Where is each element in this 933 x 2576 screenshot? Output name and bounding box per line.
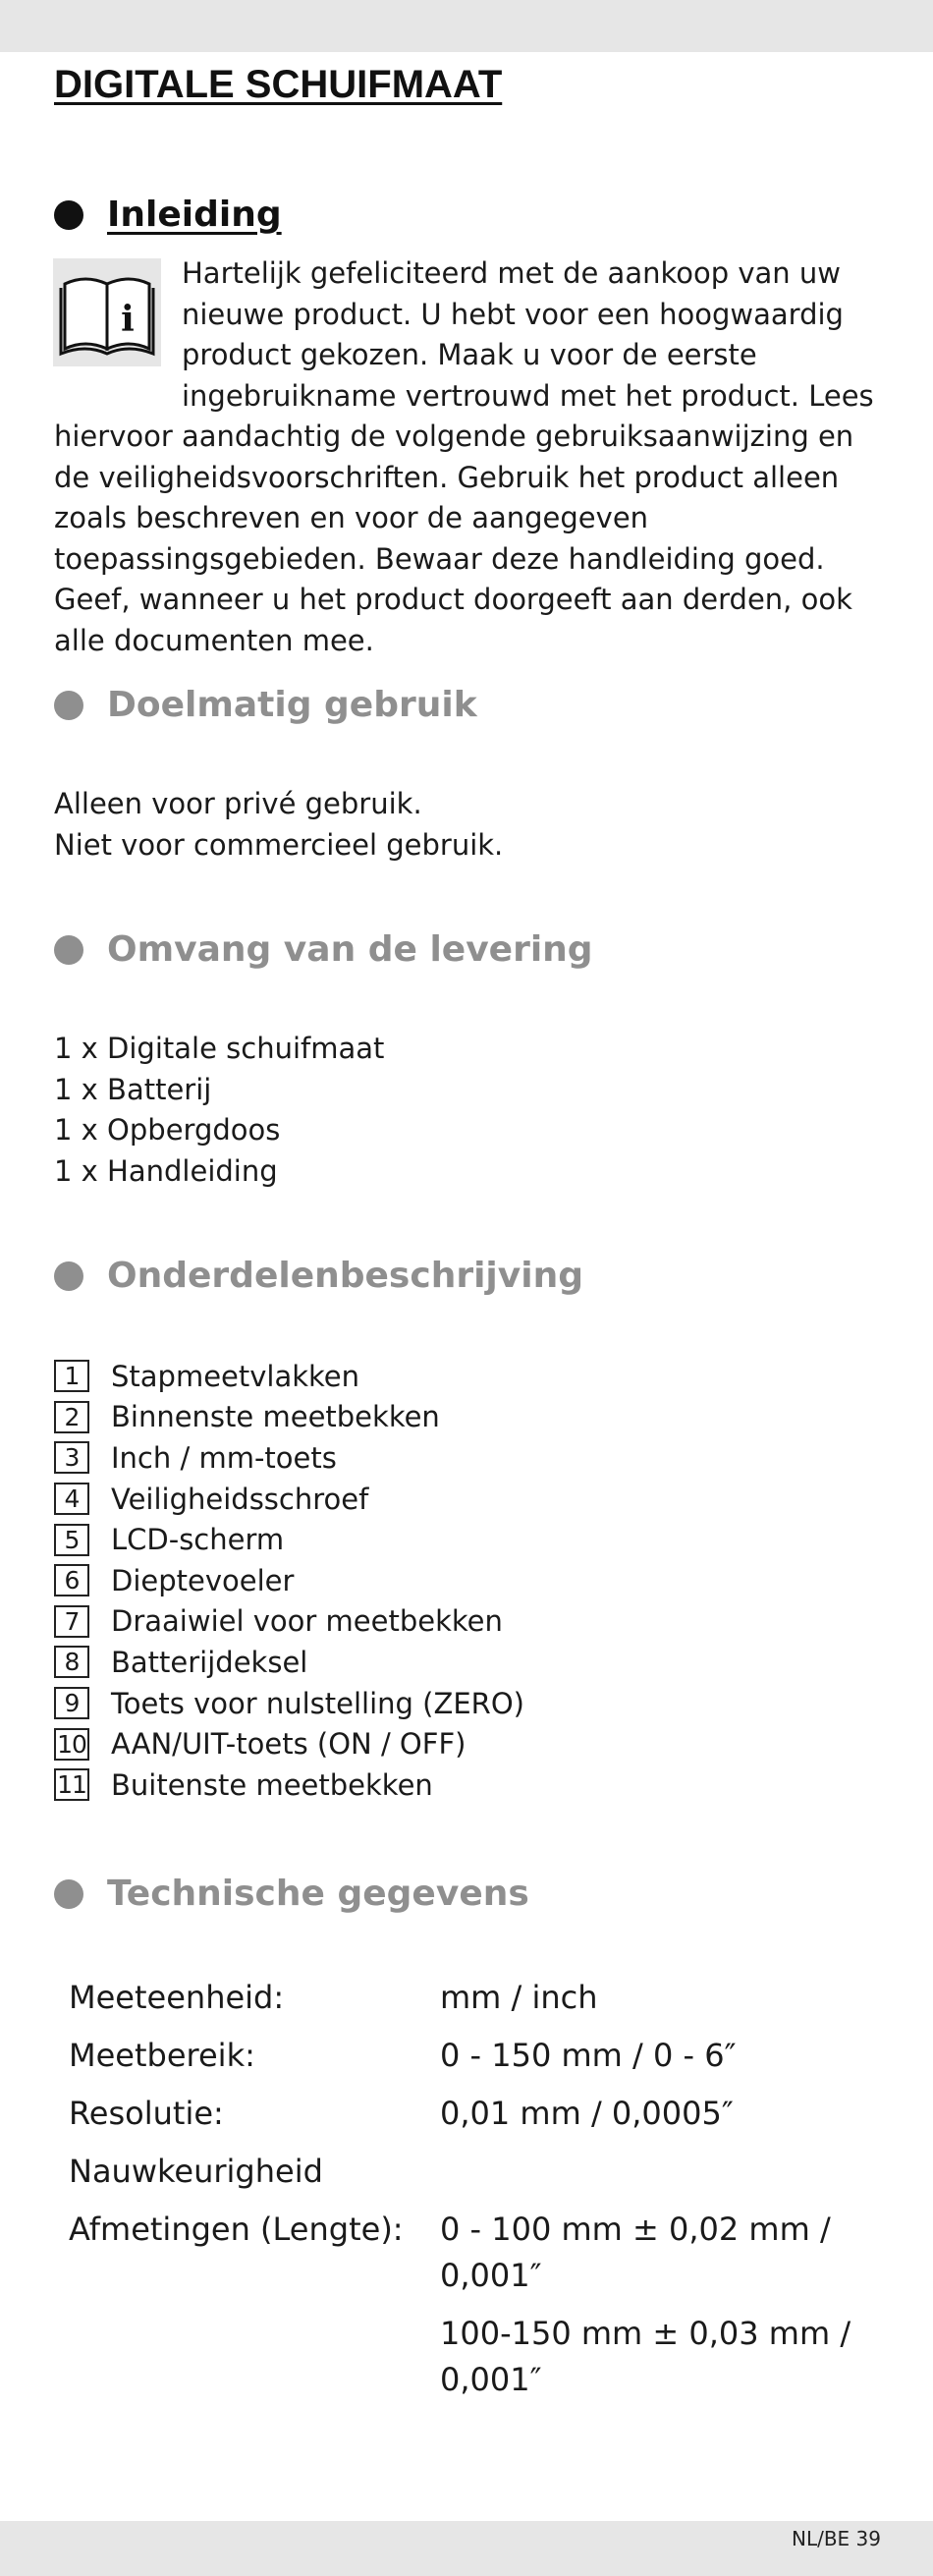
intended-use-line: Alleen voor privé gebruik. xyxy=(54,787,422,820)
section-heading-text: Technische gegevens xyxy=(107,1874,529,1914)
part-number-box: 6 xyxy=(54,1564,89,1596)
part-number-box: 4 xyxy=(54,1483,89,1515)
bullet-icon xyxy=(54,200,83,230)
part-label: Inch / mm-toets xyxy=(111,1440,337,1475)
list-item xyxy=(54,1437,524,1479)
parts-list xyxy=(54,1356,524,1806)
section-heading-intended-use xyxy=(54,685,477,725)
list-item xyxy=(54,1519,524,1560)
spec-row xyxy=(69,1975,874,2021)
intro-text: Hartelijk gefeliciteerd met de aankoop van uw nieuwe product. U hebt voor een hoogwaardig product gekozen. Maak u voor de eerste ingebruikname vertrouwd met het product. Lees hiervoor aandachtig de volgende gebruiksaanwijzing en de veiligheidsvoorschriften. Gebruik het product alleen zoals beschreven en voor de aangegeven toepassingsgebieden. Bewaar deze handleiding goed. Geef, wanneer u het product doorgeeft aan derden, ook alle documenten mee. xyxy=(54,256,874,657)
part-label: Toets voor nulstelling (ZERO) xyxy=(111,1686,524,1720)
bullet-icon xyxy=(54,935,83,965)
spec-value: 0 - 150 mm / 0 - 6″ xyxy=(440,2037,737,2074)
part-number-box: 10 xyxy=(54,1728,89,1761)
spec-row xyxy=(69,2311,874,2403)
section-heading-delivery xyxy=(54,929,593,970)
list-item xyxy=(54,1764,524,1806)
part-number-box: 2 xyxy=(54,1401,89,1433)
spec-row xyxy=(69,2207,874,2299)
section-heading-parts xyxy=(54,1256,583,1296)
part-number-box: 9 xyxy=(54,1687,89,1719)
list-item: 1 x Digitale schuifmaat xyxy=(54,1032,385,1065)
spec-label: Resolutie: xyxy=(69,2095,224,2132)
bullet-icon xyxy=(54,1261,83,1291)
delivery-list xyxy=(54,1029,384,1192)
spec-label: Nauwkeurigheid xyxy=(69,2153,323,2190)
part-number-box: 3 xyxy=(54,1441,89,1474)
top-bar xyxy=(0,0,933,52)
section-heading-intro xyxy=(54,195,282,235)
part-number-box: 7 xyxy=(54,1605,89,1638)
document-title: DIGITALE SCHUIFMAAT xyxy=(54,63,503,106)
spec-label: Meeteenheid: xyxy=(69,1979,285,2016)
list-item xyxy=(54,1683,524,1724)
spec-label: Afmetingen (Lengte): xyxy=(69,2211,404,2248)
part-label: Draaiwiel voor meetbekken xyxy=(111,1604,503,1639)
list-item xyxy=(54,1601,524,1643)
page-number: NL/BE 39 xyxy=(791,2527,881,2550)
part-number-box: 5 xyxy=(54,1524,89,1556)
intended-use-line: Niet voor commercieel gebruik. xyxy=(54,827,504,862)
part-label: Buitenste meetbekken xyxy=(111,1767,433,1802)
list-item xyxy=(54,1479,524,1520)
spec-value: 0,01 mm / 0,0005″ xyxy=(440,2095,734,2132)
spec-label xyxy=(69,2311,440,2403)
svg-text:i: i xyxy=(121,299,135,340)
section-heading-text: Inleiding xyxy=(107,195,282,235)
list-item xyxy=(54,1397,524,1438)
bullet-icon xyxy=(54,1879,83,1909)
spec-table xyxy=(69,1975,874,2403)
list-item: 1 x Handleiding xyxy=(54,1153,278,1188)
spec-row xyxy=(69,2091,874,2137)
part-label: Binnenste meetbekken xyxy=(111,1400,440,1434)
intended-use-text xyxy=(54,784,503,866)
part-label: Batterijdeksel xyxy=(111,1645,308,1679)
section-heading-text: Doelmatig gebruik xyxy=(107,685,477,725)
spec-row xyxy=(69,2149,874,2195)
part-number-box: 8 xyxy=(54,1646,89,1678)
list-item xyxy=(54,1642,524,1683)
section-heading-text: Omvang van de levering xyxy=(107,929,593,970)
part-label: Dieptevoeler xyxy=(111,1563,295,1597)
part-number-box: 11 xyxy=(54,1768,89,1801)
spec-value: 0 - 100 mm ± 0,02 mm / 0,001″ xyxy=(440,2211,831,2294)
list-item xyxy=(54,1723,524,1764)
part-number-box: 1 xyxy=(54,1360,89,1392)
spec-value: mm / inch xyxy=(440,1979,598,2016)
list-item xyxy=(54,1560,524,1601)
bullet-icon xyxy=(54,691,83,720)
part-label: AAN/UIT-toets (ON / OFF) xyxy=(111,1727,466,1762)
list-item xyxy=(54,1356,524,1397)
spec-row xyxy=(69,2033,874,2079)
part-label: LCD-scherm xyxy=(111,1523,285,1557)
list-item: 1 x Opbergdoos xyxy=(54,1113,281,1147)
section-heading-specs xyxy=(54,1874,529,1914)
part-label: Veiligheidsschroef xyxy=(111,1482,369,1516)
part-label: Stapmeetvlakken xyxy=(111,1359,360,1393)
section-heading-text: Onderdelenbeschrijving xyxy=(107,1256,583,1296)
spec-label: Meetbereik: xyxy=(69,2037,255,2074)
list-item: 1 x Batterij xyxy=(54,1072,212,1106)
intro-paragraph xyxy=(54,253,879,661)
spec-value: 100-150 mm ± 0,03 mm / 0,001″ xyxy=(440,2315,851,2398)
spec-value xyxy=(440,2149,872,2195)
